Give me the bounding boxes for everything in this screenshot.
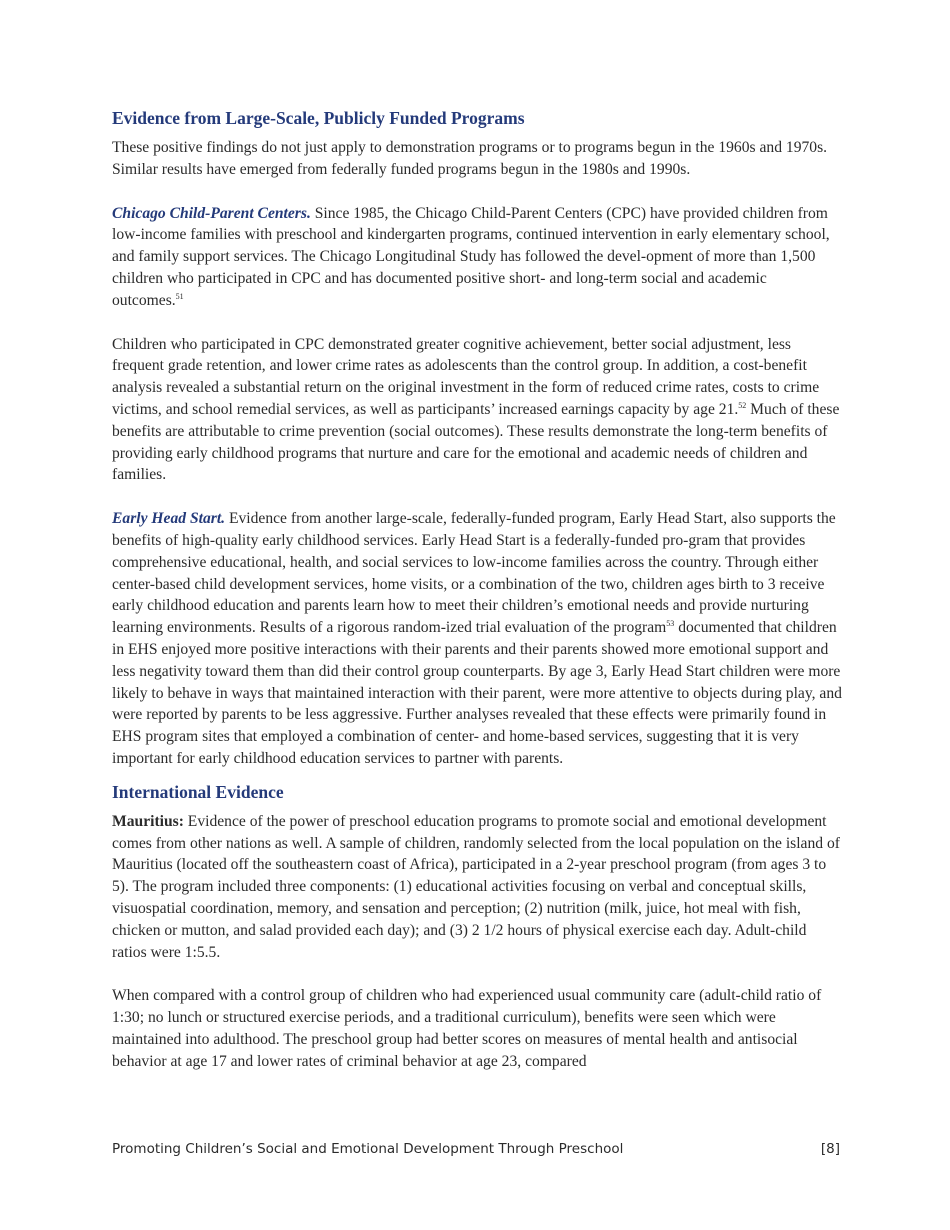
ehs-lead: Early Head Start. [112,510,226,528]
mauritius-paragraph [112,811,842,964]
footer-title: Promoting Children’s Social and Emotional Development Through Preschool [112,1141,624,1157]
cpc-paragraph [112,203,842,312]
footnote-ref-53: 53 [666,619,675,629]
cpc-results-part2: Much of these benefits are attributable to crime prevention (social outcomes). These results demonstrate the long-term benefits of providing early childhood programs that nurture and care for the emotional and academic needs of children and families. [112,400,840,484]
footnote-ref-51: 51 [175,291,184,301]
cpc-results-paragraph [112,334,842,487]
page-content [112,106,842,1094]
mauritius-body: Evidence of the power of preschool education programs to promote social and emotional development comes from other nations as well. A sample of children, randomly selected from the local population on the island of Mauritius (located off the southeastern coast of Africa), participated in a 2-year preschool program (from ages 3 to 5). The program included three components: (1) educational activities focusing on verbal and conceptual skills, visuospatial coordination, memory, and sensation and perception; (2) nutrition (milk, juice, hot meal with fish, chicken or mutton, and salad provided each day); and (3) 2 1/2 hours of physical exercise each day. Adult-child ratios were 1:5.5. [112,812,840,961]
cpc-results-part1: Children who participated in CPC demonstrated greater cognitive achievement, better social adjustment, less frequent grade retention, and lower crime rates as adolescents than the control group. In addition, a cost-benefit analysis revealed a substantial return on the original investment in the form of reduced crime rates, costs to crime victims, and school remedial services, as well as participants’ increased earnings capacity by age 21. [112,335,820,418]
section-heading-large-scale: Evidence from Large-Scale, Publicly Funded Programs [112,108,525,128]
cpc-body: Since 1985, the Chicago Child-Parent Centers (CPC) have provided children from low-income families with preschool and kindergarten programs, continued intervention in early elementary school, and family support services. The Chicago Longitudinal Study has followed the devel-opment of more than 1,500 children who participated in CPC and has documented positive short- and long-term social and academic outcomes. [112,204,830,309]
footnote-ref-52: 52 [738,400,747,410]
section-heading-international: International Evidence [112,781,284,802]
page-footer [112,1141,840,1161]
ehs-paragraph [112,508,842,770]
comparison-paragraph: When compared with a control group of children who had experienced usual community care (adult-child ratio of 1:30; no lunch or structured exercise periods, and a traditional curriculum), benefits were seen which were maintained into adulthood. The preschool group had better scores on measures of mental health and antisocial behavior at age 17 and lower rates of criminal behavior at age 23, compared [112,987,822,1070]
page-number: [8] [820,1141,840,1157]
ehs-part1: Evidence from another large-scale, federally-funded program, Early Head Start, also supports the benefits of high-quality early childhood services. Early Head Start is a federally-funded pro-gram that provides comprehensive educational, health, and social services to low-income families across the country. Through either center-based child development services, home visits, or a combination of the two, children ages birth to 3 receive early childhood education and parents learn how to meet their children’s emotional needs and provide nurturing learning environments. Results of a rigorous random-ized trial evaluation of the program [112,510,836,637]
cpc-lead: Chicago Child-Parent Centers. [112,204,311,222]
ehs-part2: documented that children in EHS enjoyed more positive interactions with their parents and their parents showed more emotional support and less negativity toward them than did their control group counterparts. By age 3, Early Head Start children were more likely to behave in ways that maintained interaction with their parent, were more attentive to objects during play, and were reported by parents to be less aggressive. Further analyses revealed that these effects were primarily found in EHS program sites that employed a combination of center- and home-based services, suggesting that it is very important for early childhood education services to partner with parents. [112,619,842,767]
intro-paragraph: These positive findings do not just apply to demonstration programs or to programs begun in the 1960s and 1970s. Similar results have emerged from federally funded programs begun in the 1980s and 1990s. [112,139,828,178]
mauritius-lead: Mauritius: [112,812,184,830]
